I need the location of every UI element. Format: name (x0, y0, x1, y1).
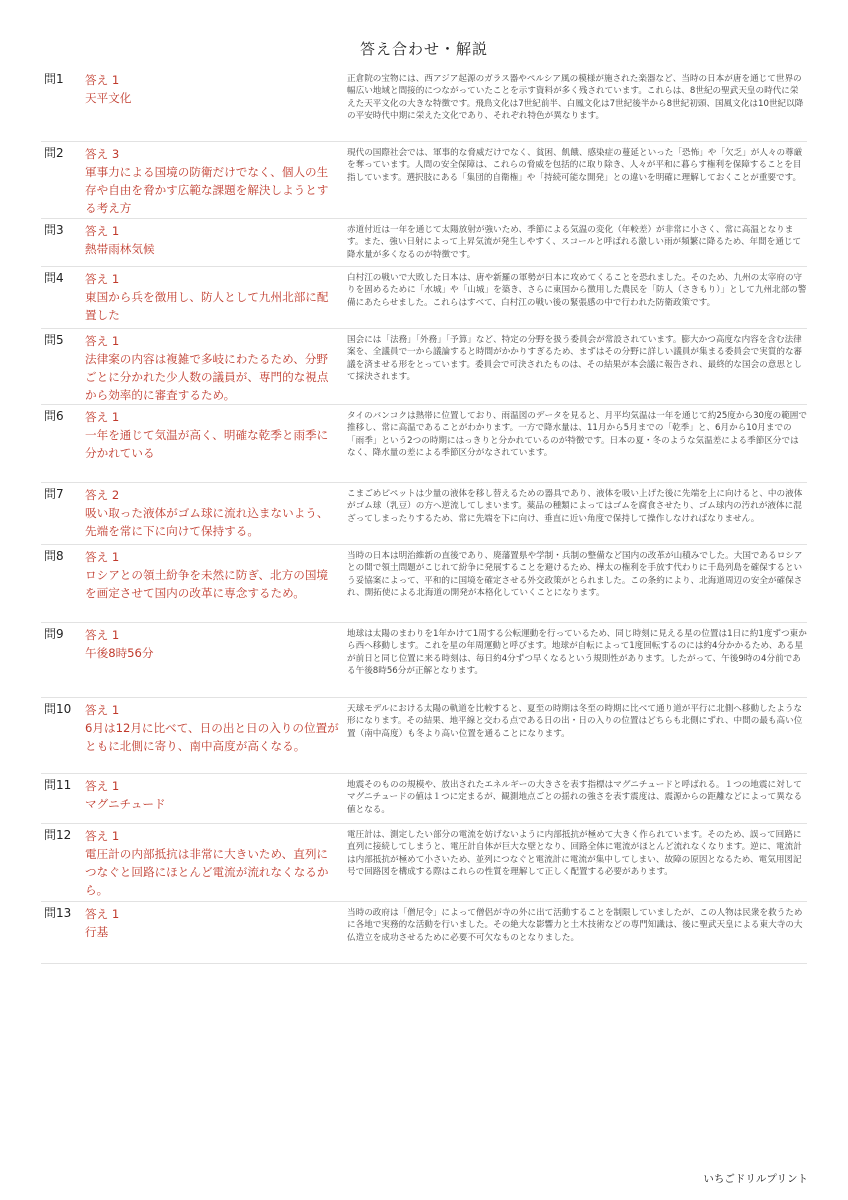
question-number: 問1 (44, 72, 64, 86)
question-number: 問3 (44, 223, 64, 237)
answer-text: 行基 (85, 925, 109, 939)
answer-row (41, 623, 807, 698)
answer-row (41, 483, 807, 545)
question-number: 問10 (44, 702, 72, 716)
answer-text: 天平文化 (85, 91, 132, 105)
answer-cell (85, 701, 345, 773)
answer-text: 午後8時56分 (85, 646, 154, 660)
answer-label: 答え 1 (85, 550, 120, 564)
question-number: 問12 (44, 828, 72, 842)
answer-row (41, 405, 807, 483)
answer-text: 法律案の内容は複雑で多岐にわたるため、分野ごとに分かれた少人数の議員が、専門的な視点から効率的に審査するため。 (85, 352, 329, 402)
answer-text: 熱帯雨林気候 (85, 242, 155, 256)
answer-label: 答え 1 (85, 829, 120, 843)
question-number: 問6 (44, 409, 64, 423)
answer-label: 答え 1 (85, 779, 120, 793)
answer-row (41, 329, 807, 405)
answer-cell (85, 270, 345, 328)
answer-cell (85, 145, 345, 218)
explanation-text: こまごめピペットは少量の液体を移し替えるための器具であり、液体を吸い上げた後に先端を上に向けると、中の液体がゴム球（乳豆）の方へ逆流してしまいます。薬品の種類によってはゴムを腐食させたり、ゴム球内の汚れが液体に混ざってしまったりするため、常に先端を下に向け、垂直に近い角度で保持して操作しなければなりません。 (347, 489, 803, 524)
answer-row (41, 774, 807, 824)
question-number: 問2 (44, 146, 64, 160)
answer-label: 答え 2 (85, 488, 120, 502)
answer-row (41, 698, 807, 774)
answer-text: 一年を通じて気温が高く、明確な乾季と雨季に分かれている (85, 428, 329, 460)
answer-cell (85, 71, 345, 141)
answer-text: ロシアとの領土紛争を未然に防ぎ、北方の国境を画定させて国内の改革に専念するため。 (85, 568, 329, 600)
explanation-text: 白村江の戦いで大敗した日本は、唐や新羅の軍勢が日本に攻めてくることを恐れました。そのため、九州の太宰府の守りを固めるために「水城」や「山城」を築き、さらに東国から徴用した農民を「防人（さきもり）」として九州北部の警備にあたらせました。これらはすべて、白村江の戦い後の緊張感の中で行われた防衛政策です。 (347, 273, 807, 308)
answer-label: 答え 1 (85, 703, 120, 717)
answer-label: 答え 1 (85, 224, 120, 238)
answer-label: 答え 1 (85, 334, 120, 348)
explanation-text: 地球は太陽のまわりを1年かけて1周する公転運動を行っているため、同じ時刻に見える星の位置は1日に約1度ずつ東から西へ移動します。これを星の年周運動と呼びます。地球が自転によって1度回転するのには約4分かかるため、ある星が前日と同じ位置に来る時刻は、毎日約4分ずつ早くなるという規則性があります。したがって、午後9時の4分前である午後8時56分が正解となります。 (347, 629, 807, 677)
answer-cell (85, 777, 345, 823)
answer-cell (85, 548, 345, 622)
answer-row (41, 824, 807, 902)
footer-brand: いちごドリルプリント (703, 1173, 808, 1185)
answer-cell (85, 408, 345, 482)
answer-label: 答え 1 (85, 628, 120, 642)
answer-cell (85, 626, 345, 697)
question-number: 問13 (44, 906, 72, 920)
question-number: 問11 (44, 778, 72, 792)
answer-row (41, 142, 807, 219)
answer-label: 答え 1 (85, 272, 120, 286)
answer-text: 6月は12月に比べて、日の出と日の入りの位置がともに北側に寄り、南中高度が高くなる。 (85, 721, 339, 753)
explanation-text: 電圧計は、測定したい部分の電流を妨げないように内部抵抗が極めて大きく作られています。そのため、誤って回路に直列に接続してしまうと、電圧計自体が巨大な壁となり、回路全体に電流がほとんど流れなくなります。逆に、電流計は内部抵抗が極めて小さいため、並列につなぐと電流計に電流が集中してしまい、故障の原因となるため、電気用図記号で回路図を構成する際はこれらの性質を理解して正しく配置する必要があります。 (347, 830, 802, 878)
explanation-text: 現代の国際社会では、軍事的な脅威だけでなく、貧困、飢餓、感染症の蔓延といった「恐怖」や「欠乏」が人々の尊厳を奪っています。人間の安全保障は、これらの脅威を包括的に取り除き、人々が平和に暮らす権利を保障することを目指しています。選択肢にある「集団的自衛権」や「持続可能な開発」との違いを明確に理解しておくことが重要です。 (347, 148, 803, 183)
answer-cell (85, 905, 345, 963)
answer-cell (85, 332, 345, 404)
question-number: 問9 (44, 627, 64, 641)
explanation-text: 正倉院の宝物には、西アジア起源のガラス器やペルシア風の模様が施された楽器など、当時の日本が唐を通じて世界の幅広い地域と間接的につながっていたことを示す資料が多く残されています。これらは、8世紀の聖武天皇の時代に栄えた天平文化の大きな特徴です。飛鳥文化は7世紀前半、白鳳文化は7世紀後半から8世紀初頭、国風文化は10世紀以降の平安時代中期に栄えた文化であり、それぞれ特色が異なります。 (347, 74, 804, 122)
answer-label: 答え 1 (85, 73, 120, 87)
explanation-text: タイのバンコクは熱帯に位置しており、雨温図のデータを見ると、月平均気温は一年を通じて約25度から30度の範囲で推移し、常に高温であることがわかります。一方で降水量は、11月から5月までの「乾季」と、6月から10月までの「雨季」という2つの時期にはっきりと分かれているのが特徴です。日本の夏・冬のような気温差による季節区分ではなく、降水量の差による季節区分がなされています。 (347, 411, 807, 459)
explanation-text: 天球モデルにおける太陽の軌道を比較すると、夏至の時期は冬至の時期に比べて通り道が平行に北側へ移動したような形になります。その結果、地平線と交わる点である日の出・日の入りの位置はどちらも北側にずれ、中間の最も高い位置（南中高度）も冬より高い位置を通ることになります。 (347, 704, 803, 739)
explanation-text: 地震そのものの規模や、放出されたエネルギーの大きさを表す指標はマグニチュードと呼ばれる。１つの地震に対してマグニチュードの値は１つに定まるが、観測地点ごとの揺れの強さを表す震度は、震源からの距離などによって異なる値となる。 (347, 780, 803, 815)
explanation-text: 赤道付近は一年を通じて太陽放射が強いため、季節による気温の変化（年較差）が非常に小さく、常に高温となります。また、強い日射によって上昇気流が発生しやすく、スコールと呼ばれる激しい雨が頻繁に降るため、年間を通じて降水量が多くなるのが特徴です。 (347, 225, 802, 260)
explanation-text: 当時の政府は「僧尼令」によって僧侶が寺の外に出て活動することを制限していましたが、この人物は民衆を救うために各地で実務的な活動を行いました。その絶大な影響力と土木技術などの専門知識は、後に聖武天皇による東大寺の大仏造立を成功させるために必要不可欠なものとなりました。 (347, 908, 803, 943)
question-number: 問5 (44, 333, 64, 347)
answer-text: マグニチュード (85, 797, 166, 811)
answer-row (41, 267, 807, 329)
answer-label: 答え 3 (85, 147, 120, 161)
answer-label: 答え 1 (85, 907, 120, 921)
answer-list (41, 68, 807, 964)
answer-text: 吸い取った液体がゴム球に流れ込まないよう、先端を常に下に向けて保持する。 (85, 506, 329, 538)
explanation-text: 国会には「法務」「外務」「予算」など、特定の分野を扱う委員会が常設されています。膨大かつ高度な内容を含む法律案を、全議員で一から議論すると時間がかかりすぎるため、まずはその分野に詳しい議員が集まる委員会で実質的な審議を済ませる形をとっています。委員会で可決されたものは、その結果が本会議に報告され、最終的な国会の意思として採決されます。 (347, 335, 803, 383)
page-title: 答え合わせ・解説 (359, 40, 488, 58)
answer-text: 軍事力による国境の防衛だけでなく、個人の生存や自由を脅かす広範な課題を解決しようとする考え方 (85, 165, 329, 215)
answer-cell (85, 827, 345, 901)
question-number: 問7 (44, 487, 64, 501)
answer-row (41, 219, 807, 267)
question-number: 問8 (44, 549, 64, 563)
answer-text: 電圧計の内部抵抗は非常に大きいため、直列につなぐと回路にほとんど電流が流れなくなるから。 (85, 847, 329, 897)
answer-row (41, 68, 807, 142)
question-number: 問4 (44, 271, 64, 285)
answer-text: 東国から兵を徴用し、防人として九州北部に配置した (85, 290, 329, 322)
answer-cell (85, 486, 345, 544)
answer-row (41, 902, 807, 964)
explanation-text: 当時の日本は明治維新の直後であり、廃藩置県や学制・兵制の整備など国内の改革が山積みでした。大国であるロシアとの間で領土問題がこじれて紛争に発展することを避けるため、樺太の権利を手放す代わりに千島列島を確保するという妥協案によって、平和的に国境を確定させる外交政策がとられました。この条約により、北海道周辺の安全が確保され、開拓使による北海道の開発が本格化していくことになります。 (347, 551, 803, 599)
answer-cell (85, 222, 345, 266)
answer-row (41, 545, 807, 623)
answer-label: 答え 1 (85, 410, 120, 424)
